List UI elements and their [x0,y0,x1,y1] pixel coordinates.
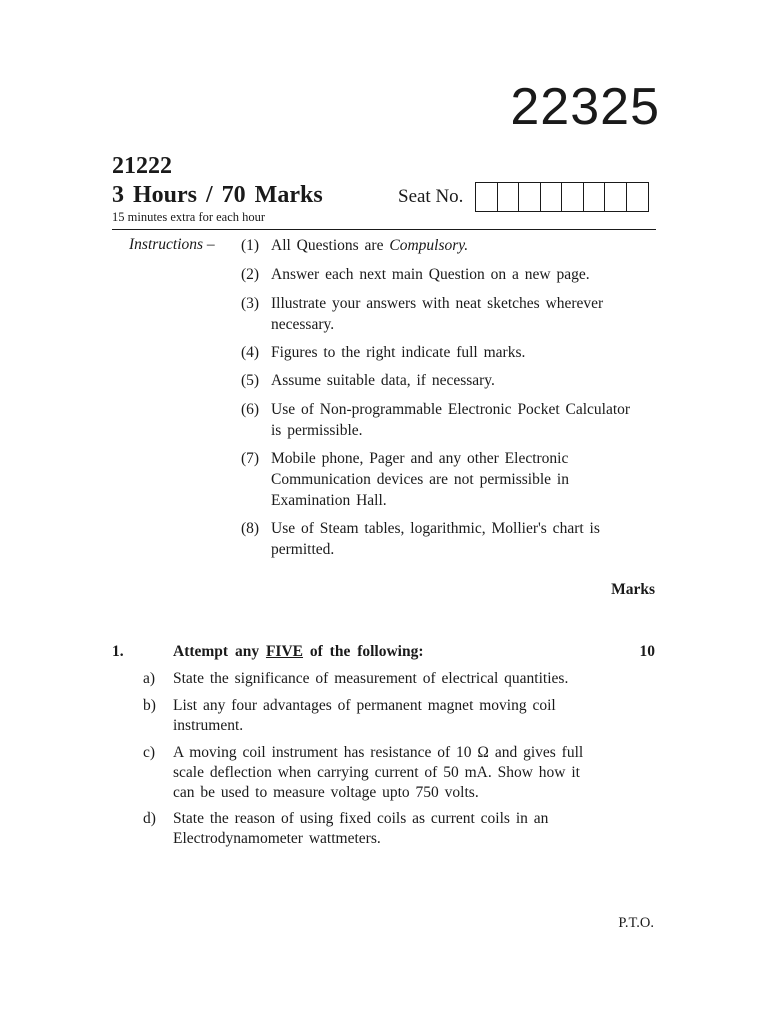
paper-code: 22325 [510,78,660,136]
sub-question-text: State the significance of measurement of electrical quantities. [173,670,569,687]
sub-question [143,743,603,803]
sub-question-text: List any four advantages of permanent magnet moving coil instrument. [173,697,556,734]
sub-question-label: b) [143,697,156,714]
seat-digit-box[interactable] [584,183,606,211]
question-title-text: of the following: [303,643,424,660]
instruction-item [241,342,641,363]
instruction-text: Use of Non-programmable Electronic Pocket Calculator is permissible. [271,401,631,439]
seat-digit-box[interactable] [476,183,498,211]
seat-digit-box[interactable] [627,183,649,211]
question-marks: 10 [639,643,655,660]
seat-number-boxes[interactable] [475,182,649,212]
instruction-number: (4) [241,344,260,361]
instruction-text: Illustrate your answers with neat sketches wherever necessary. [271,295,604,333]
instruction-item [241,235,641,256]
seat-digit-box[interactable] [605,183,627,211]
instruction-item [241,370,641,391]
header-divider [112,229,656,230]
seat-digit-box[interactable] [562,183,584,211]
instruction-number: (7) [241,450,260,467]
seat-digit-box[interactable] [519,183,541,211]
instruction-text: Mobile phone, Pager and any other Electronic Communication devices are not permissible in Examination Hall. [271,450,569,509]
extra-time-note: 15 minutes extra for each hour [112,210,266,224]
instruction-number: (3) [241,295,260,312]
instruction-item [241,293,641,335]
marks-column-heading: Marks [611,581,655,598]
instruction-item [241,518,641,560]
instruction-item [241,399,641,441]
exam-duration-marks: 3 Hours / 70 Marks [112,182,323,208]
seat-digit-box[interactable] [541,183,563,211]
seat-digit-box[interactable] [498,183,520,211]
please-turn-over: P.T.O. [618,915,654,931]
instruction-number: (6) [241,401,260,418]
sub-question-text: State the reason of using fixed coils as current coils in an Electrodynamometer wattmeters. [173,810,549,847]
instruction-item [241,448,641,511]
sub-question-label: c) [143,744,156,761]
question-title [173,642,424,662]
sub-question-label: a) [143,670,156,687]
instruction-text: Assume suitable data, if necessary. [271,372,495,389]
sub-question-label: d) [143,810,156,827]
question-title-emphasis: FIVE [265,643,304,660]
sub-question [143,696,603,736]
seat-number-label: Seat No. [398,186,464,207]
sub-question-text: A moving coil instrument has resistance of 10 Ω and gives full scale deflection when carrying current of 50 mA. Show how it can be used to measure voltage upto 750 volts. [173,744,584,801]
instruction-number: (1) [241,237,260,254]
instruction-text: All Questions are [271,237,390,254]
sub-question [143,809,603,849]
instruction-number: (2) [241,266,260,283]
instruction-text: Answer each next main Question on a new page. [271,266,590,283]
question-title-text: Attempt any [173,643,266,660]
sub-question [143,669,603,689]
question-number: 1. [112,643,124,660]
instruction-item [241,264,641,285]
instruction-number: (5) [241,372,260,389]
instruction-text: Figures to the right indicate full marks. [271,344,526,361]
instruction-text: Use of Steam tables, logarithmic, Mollier's chart is permitted. [271,520,600,558]
instructions-heading: Instructions – [129,236,215,253]
instruction-emphasis: Compulsory. [389,237,469,254]
exam-code: 21222 [112,153,172,179]
instruction-number: (8) [241,520,260,537]
